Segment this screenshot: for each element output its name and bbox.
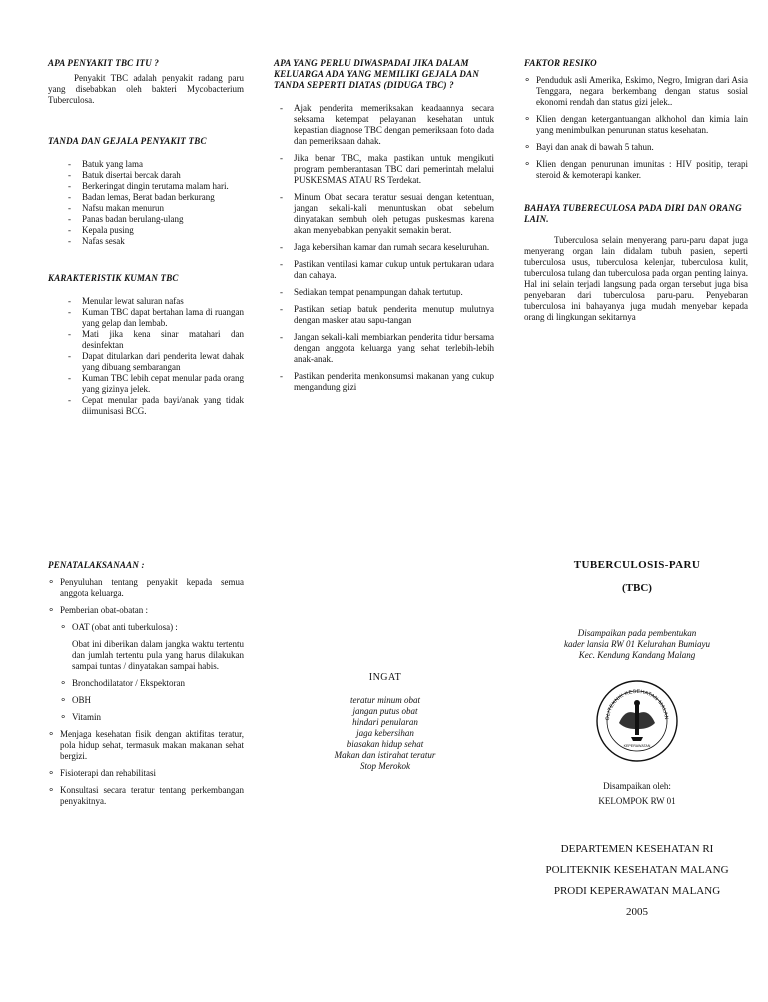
ingat-line: biasakan hidup sehat (346, 739, 424, 749)
institution-line: DEPARTEMEN KESEHATAN RI (560, 843, 714, 855)
list-item: ∘ Klien dengan penurunan imunitas : HIV positip, terapi steroid & kemoterapi kanker. (524, 159, 748, 181)
ingat-line: jaga kebersihan (356, 728, 414, 738)
tanda-gejala-heading: TANDA DAN GEJALA PENYAKIT TBC (48, 136, 207, 146)
list-item: - Batuk yang lama (66, 159, 244, 170)
tanda-gejala-list (48, 159, 244, 247)
logo-emblem-icon (595, 679, 679, 763)
karakteristik-heading: KARAKTERISTIK KUMAN TBC (48, 273, 179, 283)
sub-item: ∘ OBH (60, 695, 244, 706)
ingat-heading: INGAT (368, 672, 402, 683)
list-item: - Ajak penderita memeriksakan keadaannya secara seksama ketempat pelayanan kesehatan untuk kepastian diagnose TBC dengan pemeriksaan foto dada dan pemeriksaan dahak. (278, 103, 494, 147)
list-item: - Badan lemas, Berat badan berkurang (66, 192, 244, 203)
list-item: - Dapat ditularkan dari penderita lewat dahak yang dibuang sembarangan (66, 351, 244, 373)
list-item: - Nafas sesak (66, 236, 244, 247)
ingat-lines (300, 695, 470, 772)
ingat-box (300, 672, 470, 772)
list-item: - Pastikan penderita menkonsumsi makanan yang cukup mengandung gizi (278, 371, 494, 393)
waspada-list (274, 103, 494, 393)
faktor-resiko-list (524, 75, 748, 181)
column-middle-top (274, 58, 494, 393)
list-item: ∘ Bayi dan anak di bawah 5 tahun. (524, 142, 748, 153)
cover-subtitle: (TBC) (622, 582, 652, 594)
list-item: - Minum Obat secara teratur sesuai dengan ketentuan, jangan sekali-kali menuntuskan obat sebelum dinyatakan sembuh oleh petugas puskesmas karena akan menyebabkan penyakit semakin berat. (278, 192, 494, 236)
list-item: - Berkeringat dingin terutama malam hari. (66, 181, 244, 192)
list-item (48, 605, 244, 723)
waspada-heading: APA YANG PERLU DIWASPADAI JIKA DALAM KELUARGA ADA YANG MEMILIKI GEJALA DAN TANDA SEPERTI DIATAS (DIDUGA TBC) ? (274, 58, 480, 90)
list-item: - Jangan sekali-kali membiarkan penderita tidur bersama dengan anggota keluarga yang sehat terlebih-lebih anak-anak. (278, 332, 494, 365)
logo-text-top: OLITEKNIK KESEHATAN MALAN (604, 688, 670, 721)
list-item: - Mati jika kena sinar matahari dan desinfektan (66, 329, 244, 351)
sub-item: ∘ Vitamin (60, 712, 244, 723)
column-left-top (48, 58, 244, 417)
disampaikan-pada-line: kader lansia RW 01 Kelurahan Bumiayu (563, 639, 711, 649)
list-item: - Menular lewat saluran nafas (66, 296, 244, 307)
institution-line: PRODI KEPERAWATAN MALANG (553, 885, 721, 897)
institution-year: 2005 (626, 906, 648, 918)
column-left-bottom (48, 560, 244, 807)
bahaya-text: Tuberculosa selain menyerang paru-paru dapat juga menyerang organ lain didalam tubuh pasien, seperti tuberculosa usus, tuberculosa kelenjar, tuberculosa kulit, tuberculosa tulang dan tuberculosa pada organ penting lainya. Hal ini selain terjadi langsung pada organ tersebut juga bisa penyebaran dari tuberculosa paru-paru. Penyebaran tuberculosa ini bahayanya juga mudah menyebar kepada orang di lingkungan sekitarnya (524, 235, 748, 322)
column-right-top (524, 58, 748, 323)
list-item: - Kuman TBC dapat bertahan lama di ruangan yang gelap dan lembab. (66, 307, 244, 329)
list-item: - Nafsu makan menurun (66, 203, 244, 214)
ingat-line: teratur minum obat (349, 695, 420, 705)
list-item: ∘ Penyuluhan tentang penyakit kepada semua anggota keluarga. (48, 577, 244, 599)
ingat-line: hindari penularan (352, 717, 418, 727)
cover-panel (506, 560, 768, 923)
list-item: ∘ Klien dengan ketergantuangan alkhohol dan kimia lain yang menimbulkan penurunan status kesehatan. (524, 114, 748, 136)
apa-penyakit-heading: APA PENYAKIT TBC ITU ? (48, 58, 160, 68)
penatalaksanaan-heading: PENATALAKSANAAN : (48, 560, 145, 570)
sub-item: ∘ Bronchodilatator / Ekspektoran (60, 678, 244, 689)
logo-text-bottom: KEPERAWATAN (623, 744, 651, 748)
list-item: - Kuman TBC lebih cepat menular pada orang yang gizinya jelek. (66, 373, 244, 395)
poltekkes-logo (595, 679, 679, 763)
apa-penyakit-text: Penyakit TBC adalah penyakit radang paru yang disebabkan oleh bakteri Mycobacterium Tuberculosa. (48, 73, 244, 105)
sub-item (60, 622, 244, 672)
list-item: ∘ Penduduk asli Amerika, Eskimo, Negro, Imigran dari Asia Tenggara, negara berkembang dengan status sosial ekonomi rendah dan status gizi jelek.. (524, 75, 748, 108)
karakteristik-list (48, 296, 244, 417)
sub-item-text: Obat ini diberikan dalam jangka waktu tertentu dan jumlah tertentu pula yang harus dilakukan sampai tuntas / dinyatakan sampai habis. (72, 639, 244, 671)
list-item: - Batuk disertai bercak darah (66, 170, 244, 181)
institution-block (506, 839, 768, 923)
bahaya-heading: BAHAYA TUBERECULOSA PADA DIRI DAN ORANG LAIN. (524, 203, 742, 224)
list-item: - Pastikan ventilasi kamar cukup untuk pertukaran udara dan cahaya. (278, 259, 494, 281)
kelompok: KELOMPOK RW 01 (598, 796, 676, 806)
disampaikan-pada-line: Kec. Kendung Kandang Malang (578, 650, 696, 660)
ingat-line: Stop Merokok (360, 761, 410, 771)
list-item: ∘ Konsultasi secara teratur tentang perkembangan penyakitnya. (48, 785, 244, 807)
disampaikan-pada-line: Disampaikan pada pembentukan (577, 628, 697, 638)
disampaikan-pada (506, 628, 768, 661)
list-item: ∘ Menjaga kesehatan fisik dengan aktifitas teratur, pola hidup sehat, termasuk makan makanan sehat bergizi. (48, 729, 244, 762)
institution-line: POLITEKNIK KESEHATAN MALANG (545, 864, 729, 876)
penatalaksanaan-list (48, 577, 244, 807)
sub-item-label: OAT (obat anti tuberkulosa) : (72, 622, 178, 632)
ingat-line: Makan dan istirahat teratur (334, 750, 436, 760)
faktor-resiko-heading: FAKTOR RESIKO (524, 58, 597, 68)
cover-title: TUBERCULOSIS-PARU (573, 559, 701, 571)
list-item: ∘ Fisioterapi dan rehabilitasi (48, 768, 244, 779)
list-item: - Jika benar TBC, maka pastikan untuk mengikuti program pemberantasan TBC dari pemerintah melalui PUSKESMAS ATAU RS Terdekat. (278, 153, 494, 186)
list-item: - Kepala pusing (66, 225, 244, 236)
list-item-label: Pemberian obat-obatan : (60, 605, 148, 615)
ingat-line: jangan putus obat (352, 706, 418, 716)
list-item: - Pastikan setiap batuk penderita menutup mulutnya dengan masker atau sapu-tangan (278, 304, 494, 326)
list-item: - Sediakan tempat penampungan dahak tertutup. (278, 287, 494, 298)
sub-list (60, 622, 244, 723)
list-item: - Panas badan berulang-ulang (66, 214, 244, 225)
disampaikan-oleh: Disampaikan oleh: (603, 781, 671, 791)
list-item: - Cepat menular pada bayi/anak yang tidak diimunisasi BCG. (66, 395, 244, 417)
list-item: - Jaga kebersihan kamar dan rumah secara keseluruhan. (278, 242, 494, 253)
